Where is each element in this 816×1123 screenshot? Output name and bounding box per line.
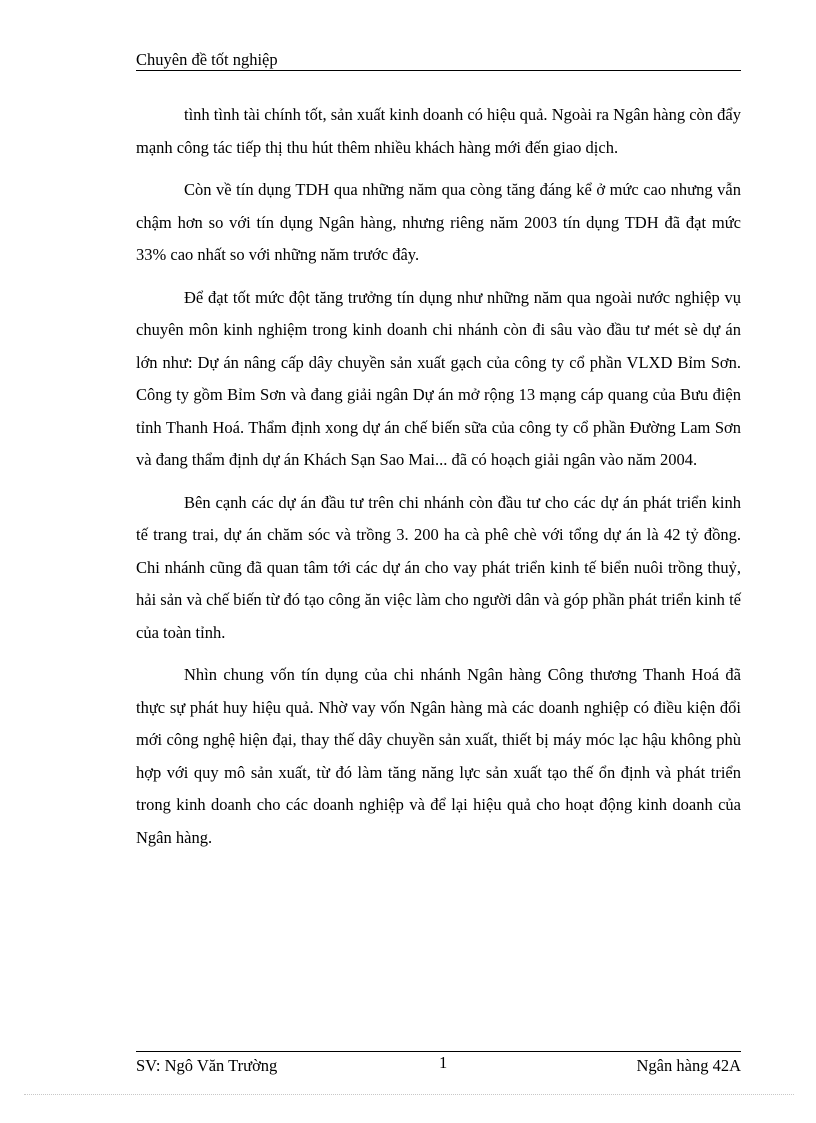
paragraph-2: Còn về tín dụng TDH qua những năm qua còng tăng đáng kể ở mức cao nhưng vẫn chậm hơn so với tín dụng Ngân hàng, nhưng riêng năm 2003 tín dụng TDH đã đạt mức 33% cao nhất so với những năm trước đây. [136,180,741,264]
header-title: Chuyên đề tốt nghiệp [136,50,278,69]
footer-class-name: Ngân hàng 42A [636,1056,741,1075]
footer-student-name: SV: Ngô Văn Trường [136,1056,278,1075]
paragraph-5: Nhìn chung vốn tín dụng của chi nhánh Ngân hàng Công thương Thanh Hoá đã thực sự phát huy hiệu quả. Nhờ vay vốn Ngân hàng mà các doanh nghiệp có điều kiện đổi mới công nghệ hiện đại, thay thế dây chuyền sản xuất, thiết bị máy móc lạc hậu không phù hợp với quy mô sản xuất, từ đó làm tăng năng lực sản xuất tạo thế ổn định và phát triển trong kinh doanh cho các doanh nghiệp và để lại hiệu quả cho hoạt động kinh doanh của Ngân hàng. [136,665,741,847]
paragraph-3: Để đạt tốt mức đột tăng trưởng tín dụng như những năm qua ngoài nước nghiệp vụ chuyên môn kinh nghiệm trong kinh doanh chi nhánh còn đi sâu vào đầu tư mét sè dự án lớn như: Dự án nâng cấp dây chuyền sản xuất gạch của công ty cổ phần VLXD Bỉm Sơn. Công ty gồm Bỉm Sơn và đang giải ngân Dự án mở rộng 13 mạng cáp quang của Bưu điện tỉnh Thanh Hoá. Thẩm định xong dự án chế biến sữa của công ty cổ phần Đường Lam Sơn và đang thẩm định dự án Khách Sạn Sao Mai... đã có hoạch giải ngân vào năm 2004. [136,287,741,469]
document-body [136,99,741,864]
page-bottom-edge [24,1094,794,1095]
page-header [136,48,741,71]
paragraph-4: Bên cạnh các dự án đầu tư trên chi nhánh còn đầu tư cho các dự án phát triển kinh tế trang trai, dự án chăm sóc và trồng 3. 200 ha cà phê chè với tổng dự án là 42 tỷ đồng. Chi nhánh cũng đã quan tâm tới các dự án cho vay phát triển kinh tế biển nuôi trồng thuỷ, hải sản và chế biến từ đó tạo công ăn việc làm cho người dân và góp phần phát triển kinh tế của toàn tỉnh. [136,492,741,642]
footer-page-number: 1 [439,1053,448,1072]
paragraph-1: tình tình tài chính tốt, sản xuất kinh doanh có hiệu quả. Ngoài ra Ngân hàng còn đẩy mạnh công tác tiếp thị thu hút thêm nhiều khách hàng mới đến giao dịch. [136,105,741,157]
page-footer [136,1051,741,1082]
